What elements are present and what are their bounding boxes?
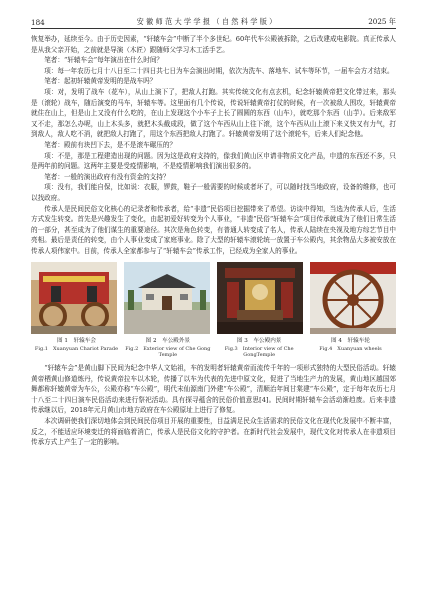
journal-title: 安 徽 师 范 大 学 学 报 （ 自 然 科 学 版 ） [136,17,277,26]
figure-chariot-photo [31,262,117,334]
figure-caption-zh: 图 2 车公殿外景 [145,338,191,345]
figure-caption-en: Fig.2 Exterior view of Che Gong Temple [125,345,211,359]
figure-temple-exterior-photo [124,262,210,334]
figure-caption-zh: 图 3 车公殿内景 [236,338,282,345]
paragraph: 笔者：起初轩辕黄帝发明的是战车吗？ [44,77,157,86]
paragraph: 本次调研使我们深切地体会到民间民俗项目开展的重要性，目益满足民众生活需求的民俗文化在现代化发展中不断丰富，反之，不能适应环境变迁的将面临着消亡，传承人是民俗文化的守护者。在新时代社会发展中，现代文化对传承人在非遗项目传承方式上产生了一定的影响。 [31,417,396,447]
paragraph: 项：每一年农历七月十八日至二十四日共七日为车会演出时期，依次为洗车、落地车、试车等环节，一届车会方才结束。 [44,66,394,75]
figure-temple-interior-photo [217,262,303,334]
figure-caption [122,338,213,359]
figure-caption-en: Fig.3 Interior view of Che GongTemple [224,345,294,359]
paragraph: 传承人是民间民俗文化核心的记录者和传承者，给“非遗”民俗项目挖掘带来了希望。访谈中得知，当选为传承人后，生活方式发生转变。首先是兴趣发生了变化，由起初爱好转变为个人事业，“非遗”民俗“轩辕车会”项目传承就成为了他们日常生活的一部分，甚至成为了他们谋生的重要途径。其次是角色转变，有普通人转变成了名人，传承人陆续在央视及地方综艺节目中亮相。最后是责任的转变，由个人事业变成了家庭事业。除了大型的轩辕车滚轮统一放置于车公殿内，其余物品大多被安放在传承人项伟家中。目前，传承人全家都参与了“轩辕车会”传承工作，已经成为全家人的事业。 [31,204,396,255]
header-divider [31,28,396,29]
running-header [31,13,396,27]
figure-wheels-photo [310,262,396,334]
paragraph: 恢复举办，延续至今。由于历史因素，“轩辕车会”中断了半个多世纪。60年代车公殿被拆除，之后改建成电影院。真正传承人是从我父亲开始，之前就是导演（木匠）跟随师父学习木工活手艺。 [31,35,396,54]
figure-caption [305,338,396,359]
figure-captions [31,338,396,359]
figure-row [31,262,396,334]
article-body [31,34,396,448]
figure-caption-zh: 图 1 轩辕车会 [57,338,96,345]
paragraph: 项：没有，我们能自保，比如说：衣服，锣鼓，鞋子一般需要的时候或者坏了，可以随时找当地政府，设备的维修，也可以找政府。 [31,183,396,202]
paragraph: 笔者：一般的演出政府有没有资金的支持？ [44,172,170,181]
figure-caption-en: Fig.4 Xuanyuan wheels [319,345,382,352]
figure-caption-en: Fig.1 Xuanyuan Chariot Parade [34,345,119,352]
paragraph: 项：不是，那是工程建造出现的问题。因为这是政府支持的，像我们黄山区申请非物质文化产品，申遗的东西还不多，只是两年前的问题。这两年主要是受疫情影响，不是疫情影响我们演出很多的。 [31,151,396,171]
paragraph: 笔者：“轩辕车会”每年演出在什么时间？ [44,56,164,65]
figure-caption [214,338,305,359]
paragraph: “轩辕车会”是黄山脚下民间为纪念中华人文始祖，车的发明者轩辕黄帝而流传千年的一项形式独特的大型民俗活动。轩辕黄帝栖黄山修道炼丹，传说黄帝拉车以木轮，传播了以车为代表的先进中原文化，促进了当地生产力的发展，黄山地区越国郊舞都称轩辕黄帝为车公，公殿亦称“车公殿”，明代末仙源南门外建“车公殿”，清顺治年间甘棠建“车公殿”，定于每年农历七月十八至二十四日演车民俗活动来进行祭祀活动。具有探寻蕴含的民俗价值意思[4]。民间时期轩辕车会活动渐趋废。后来非遗传承继以后，2018年元月黄山市地方政府在车公殿原址上进行了修复。 [31,364,396,415]
journal-year: 2025 年 [368,17,396,26]
paragraph: 笔者：殿前有块凹下去，是不是滚车碾压的？ [44,140,177,149]
page-number: 184 [31,18,45,27]
paragraph: 项：对，发明了战车（花车），从山上演下了，把敌人打跑。其实传统文化有点玄机，纪念轩辕黄帝把文化带过来，那头是（滚轮）战车，随后演变的马车，轩辕车等。这里面有几个传说，传说轩辕黄帝打仗的时候，有一次被敌人围攻，轩辕黄帝就住在山上，但是山上又没有什么吃的，在山上发现这个小车子上长了圆圆的东西（山车），就吃那个东西（山芋）。后来敌军又不走，那怎么办呢，山上木头多，就把木头截成段，做了这个车西从山上往下滚，这个车西从山上滚下来义快又有力气，打到敌人，敌人吃不消，就把敌人打跑了，用这个东西把敌人打跑了。轩辕黄帝发明了这个滚轮车，后来人们纪念他。 [31,87,396,139]
figure-caption [31,338,122,359]
figure-caption-zh: 图 4 轩辕车轮 [331,338,370,345]
